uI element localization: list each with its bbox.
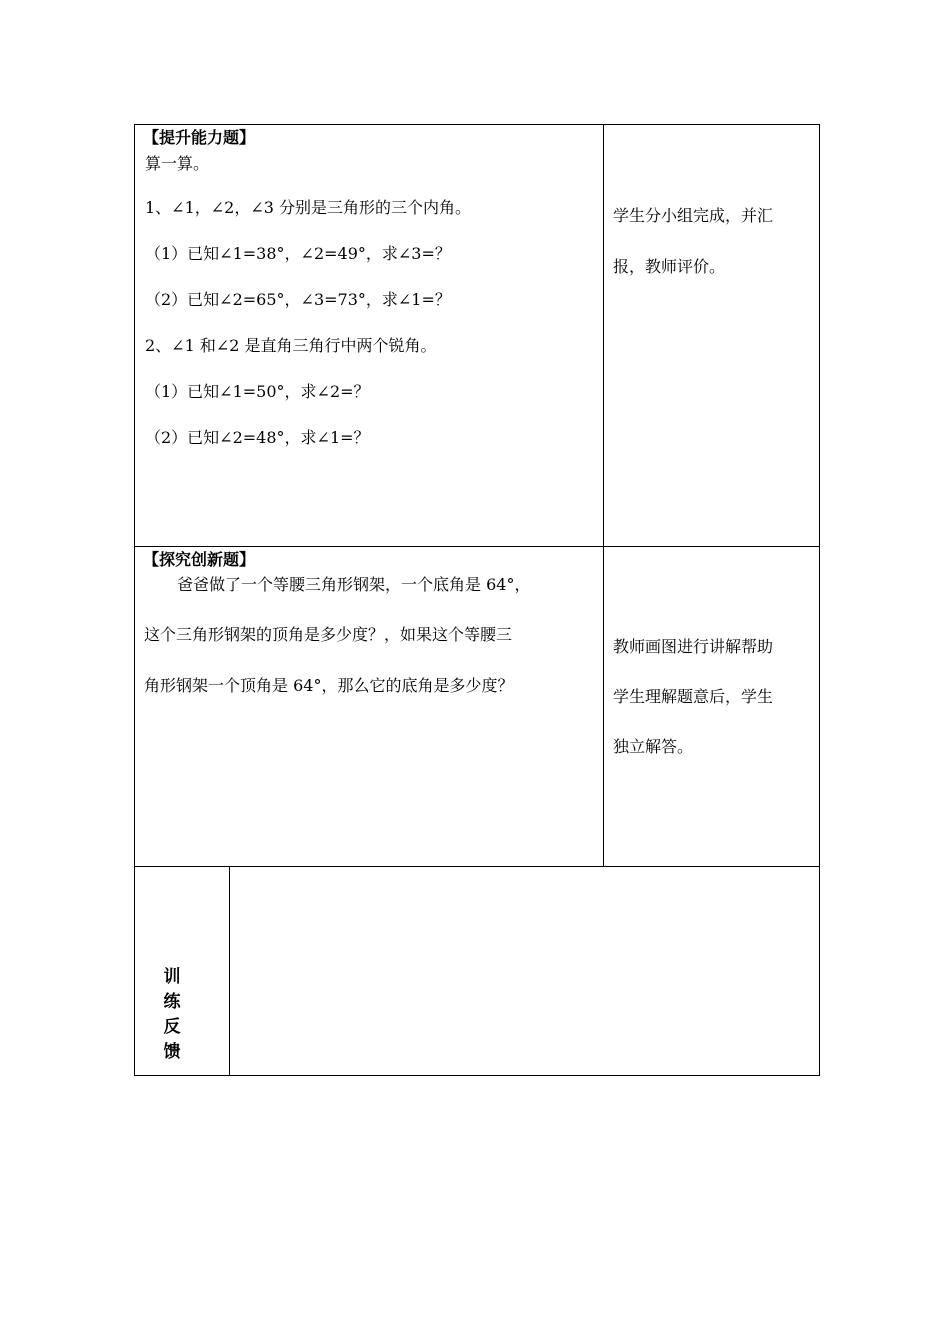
teaching-note: 教师画图进行讲解帮助 <box>613 637 774 656</box>
teaching-note: 报，教师评价。 <box>613 257 726 276</box>
question-text: （2）已知∠2=65°，∠3=73°，求∠1=？ <box>145 290 451 309</box>
question-text: 2、∠1 和∠2 是直角三角行中两个锐角。 <box>145 336 437 355</box>
teaching-note: 学生理解题意后，学生 <box>613 687 774 706</box>
problem-text: 这个三角形钢架的顶角是多少度？，如果这个等腰三 <box>144 625 513 644</box>
question-text: （1）已知∠1=38°，∠2=49°，求∠3=？ <box>145 244 451 263</box>
section-ability-content <box>135 125 603 546</box>
section-ability-note <box>604 125 819 546</box>
worksheet-table <box>134 124 820 1076</box>
question-text: 1、∠1，∠2，∠3 分别是三角形的三个内角。 <box>145 198 472 217</box>
problem-text: 爸爸做了一个等腰三角形钢架，一个底角是 64°， <box>177 575 531 594</box>
section-heading: 【探究创新题】 <box>143 550 256 569</box>
feedback-label-char: 馈 <box>163 1042 181 1062</box>
question-text: （1）已知∠1=50°，求∠2=？ <box>145 382 370 401</box>
feedback-label-char: 反 <box>163 1017 181 1037</box>
feedback-label-char: 练 <box>163 992 181 1012</box>
section-heading: 【提升能力题】 <box>143 128 256 147</box>
feedback-label-char: 训 <box>163 967 181 987</box>
teaching-note: 学生分小组完成，并汇 <box>613 206 774 225</box>
problem-text: 角形钢架一个顶角是 64°，那么它的底角是多少度？ <box>144 676 514 695</box>
section-explore-note <box>604 547 819 866</box>
instruction-text: 算一算。 <box>145 154 210 173</box>
feedback-content-cell <box>230 867 819 1075</box>
teaching-note: 独立解答。 <box>613 737 694 756</box>
question-text: （2）已知∠2=48°，求∠1=？ <box>145 428 370 447</box>
section-explore-content <box>135 547 603 866</box>
feedback-label-cell <box>135 867 229 1075</box>
